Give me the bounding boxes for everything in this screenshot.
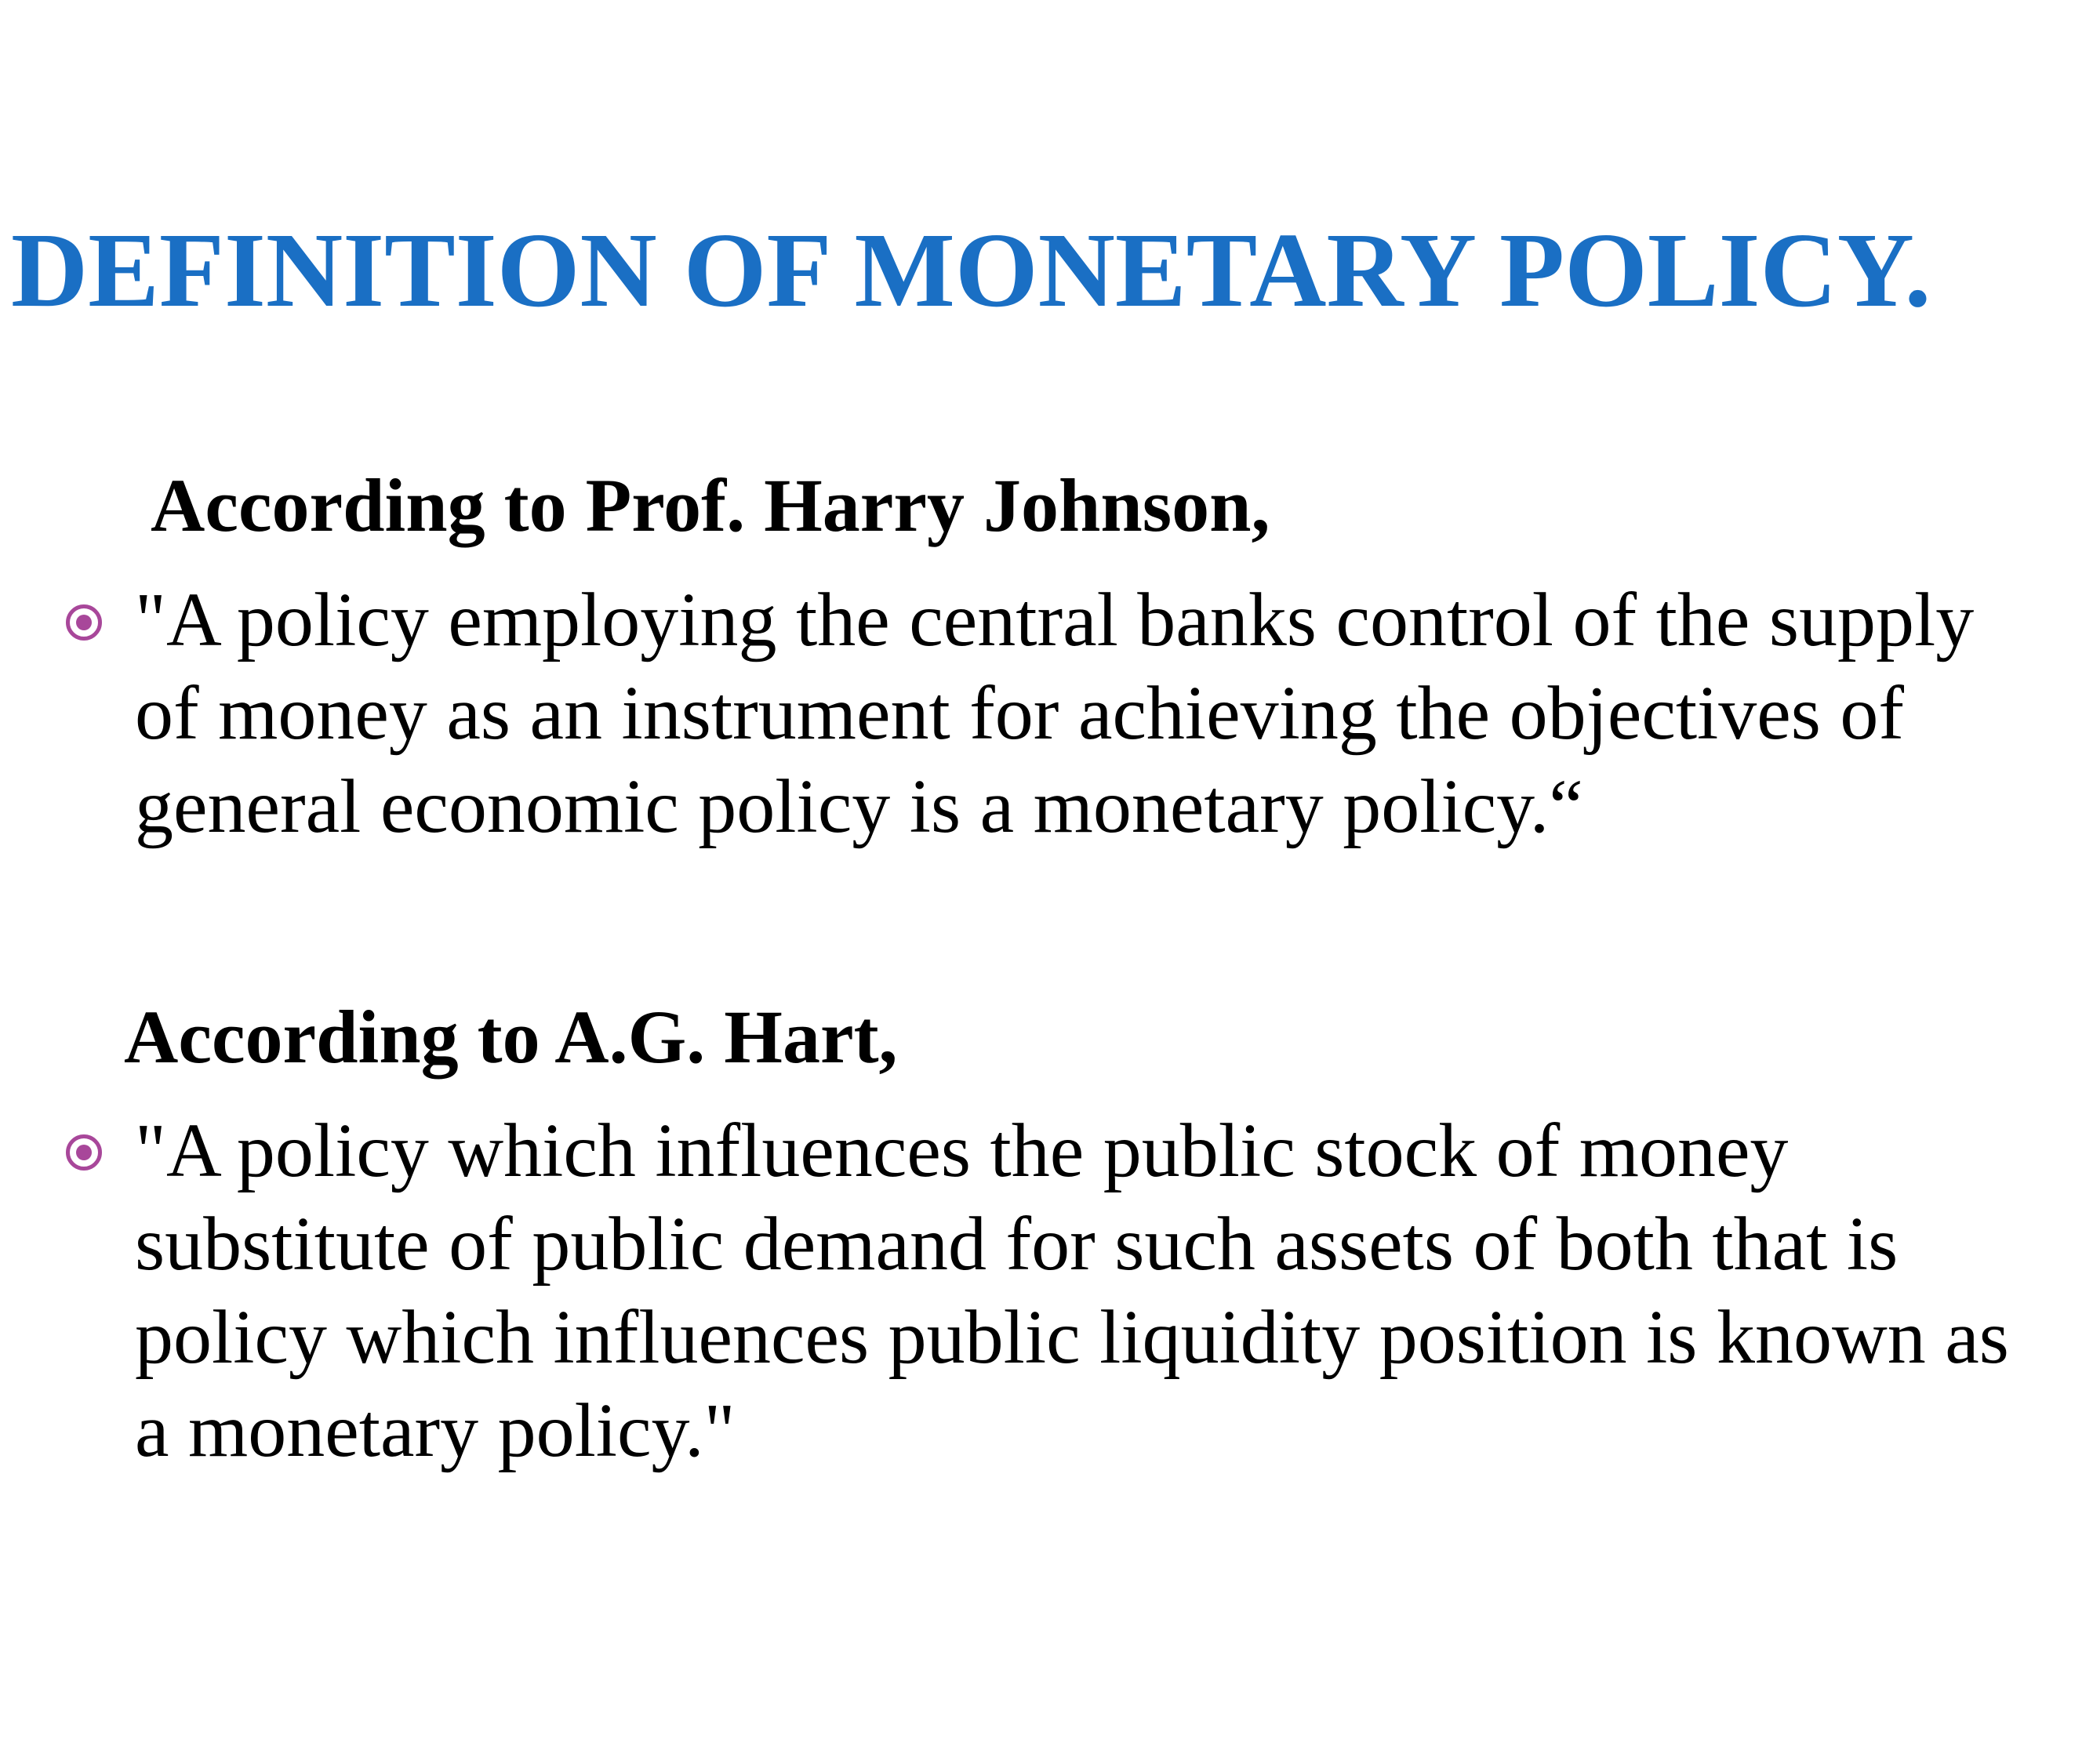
- quote-line: a monetary policy.": [135, 1388, 736, 1473]
- slide-title: DEFINITION OF MONETARY POLICY.: [11, 212, 1931, 329]
- circle-dot-bullet-icon: [66, 604, 102, 641]
- circle-dot-bullet-icon: [66, 1134, 102, 1171]
- section-heading-hart: According to A.G. Hart,: [124, 995, 898, 1079]
- quote-johnson: [135, 574, 1974, 854]
- quote-line: general economic policy is a monetary policy.“: [135, 764, 1583, 849]
- quote-hart: [135, 1105, 2009, 1478]
- quote-line: policy which influences public liquidity position is known as: [135, 1295, 2009, 1380]
- section-heading-johnson: According to Prof. Harry Johnson,: [151, 463, 1270, 547]
- quote-line: substitute of public demand for such assets of both that is: [135, 1202, 1899, 1287]
- quote-line: of money as an instrument for achieving the objectives of: [135, 671, 1905, 756]
- quote-line: "A policy which influences the public stock of money: [135, 1109, 1789, 1193]
- quote-line: "A policy employing the central banks control of the supply: [135, 578, 1975, 662]
